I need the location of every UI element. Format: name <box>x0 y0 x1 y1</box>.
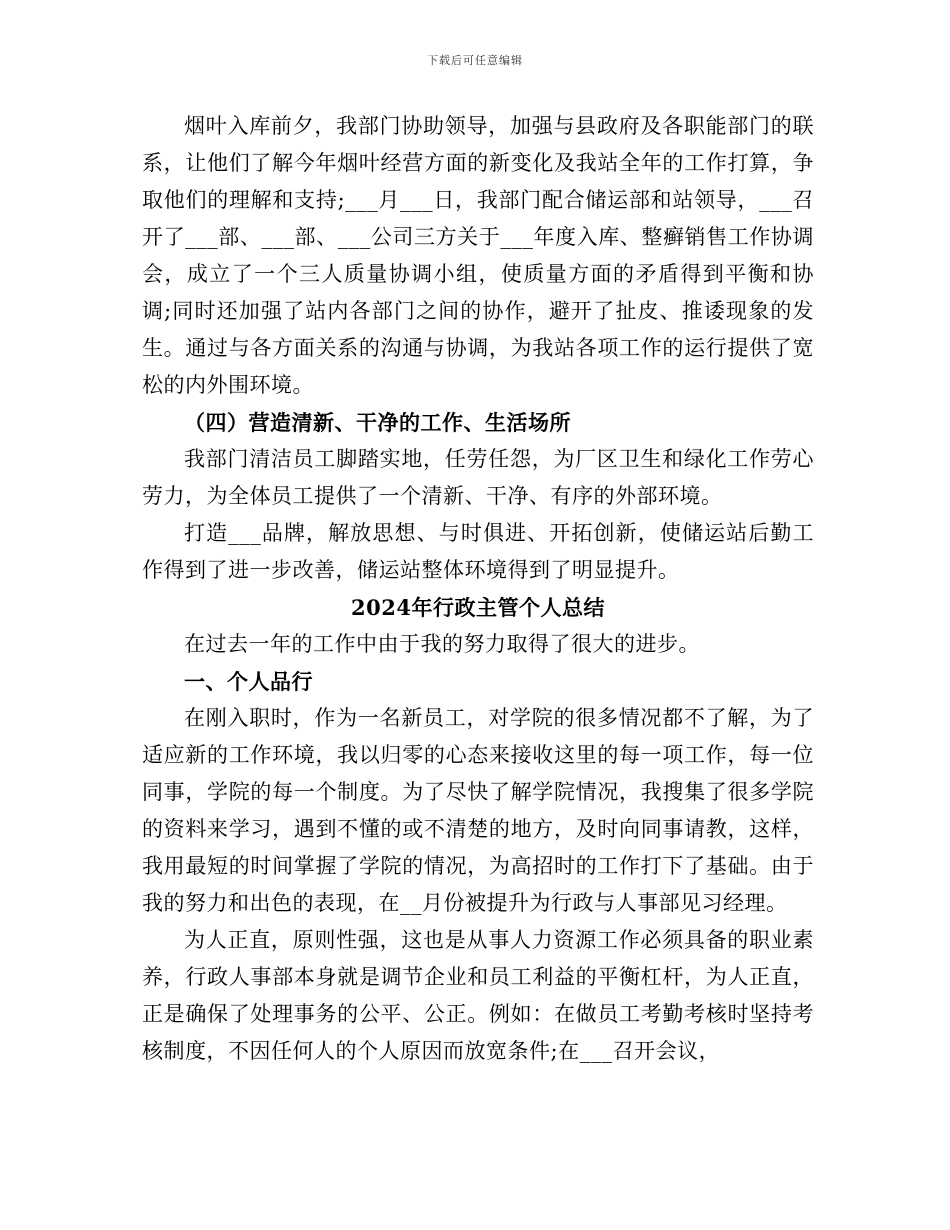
paragraph-coordination: 烟叶入库前夕，我部门协助领导，加强与县政府及各职能部门的联系，让他们了解今年烟叶经营方面的新变化及我站全年的工作打算，争取他们的理解和支持;___月___日，我部门配合储运部和站领导，___召开了___部、___部、___公司三方关于___年度入库、整癣销售工作协调会，成立了一个三人质量协调小组，使质量方面的矛盾得到平衡和协调;同时还加强了站内各部门之间的协作，避开了扯皮、推诿现象的发生。通过与各方面关系的沟通与协调，为我站各项工作的运行提供了宽松的内外围环境。 <box>142 114 814 397</box>
paragraph-intro: 在过去一年的工作中由于我的努力取得了很大的进步。 <box>184 632 700 656</box>
section-heading-four: （四）营造清新、干净的工作、生活场所 <box>184 410 571 435</box>
document-body <box>142 108 814 1070</box>
paragraph-brand: 打造___品牌，解放思想、与时俱进、开拓创新，使储运站后勤工作得到了进一步改善，储运站整体环境得到了明显提升。 <box>142 521 814 582</box>
page-header: 下载后可任意编辑 <box>427 54 523 67</box>
paragraph-integrity: 为人正直，原则性强，这也是从事人力资源工作必须具备的职业素养，行政人事部本身就是调节企业和员工利益的平衡杠杆，为人正直，正是确保了处理事务的公平、公正。例如：在做员工考勤考核时坚持考核制度，不因任何人的个人原因而放宽条件;在___召开会议， <box>142 928 814 1063</box>
paragraph-onboarding: 在刚入职时，作为一名新员工，对学院的很多情况都不了解，为了适应新的工作环境，我以归零的心态来接收这里的每一项工作，每一位同事，学院的每一个制度。为了尽快了解学院情况，我搜集了很多学院的资料来学习，遇到不懂的或不清楚的地方，及时向同事请教，这样，我用最短的时间掌握了学院的情况，为高招时的工作打下了基础。由于我的努力和出色的表现，在__月份被提升为行政与人事部见习经理。 <box>142 706 814 915</box>
paragraph-cleaning: 我部门清洁员工脚踏实地，任劳任怨，为厂区卫生和绿化工作劳心劳力，为全体员工提供了一个清新、干净、有序的外部环境。 <box>142 447 814 508</box>
document-title: 2024年行政主管个人总结 <box>351 595 605 620</box>
section-heading-one: 一、个人品行 <box>184 669 313 694</box>
